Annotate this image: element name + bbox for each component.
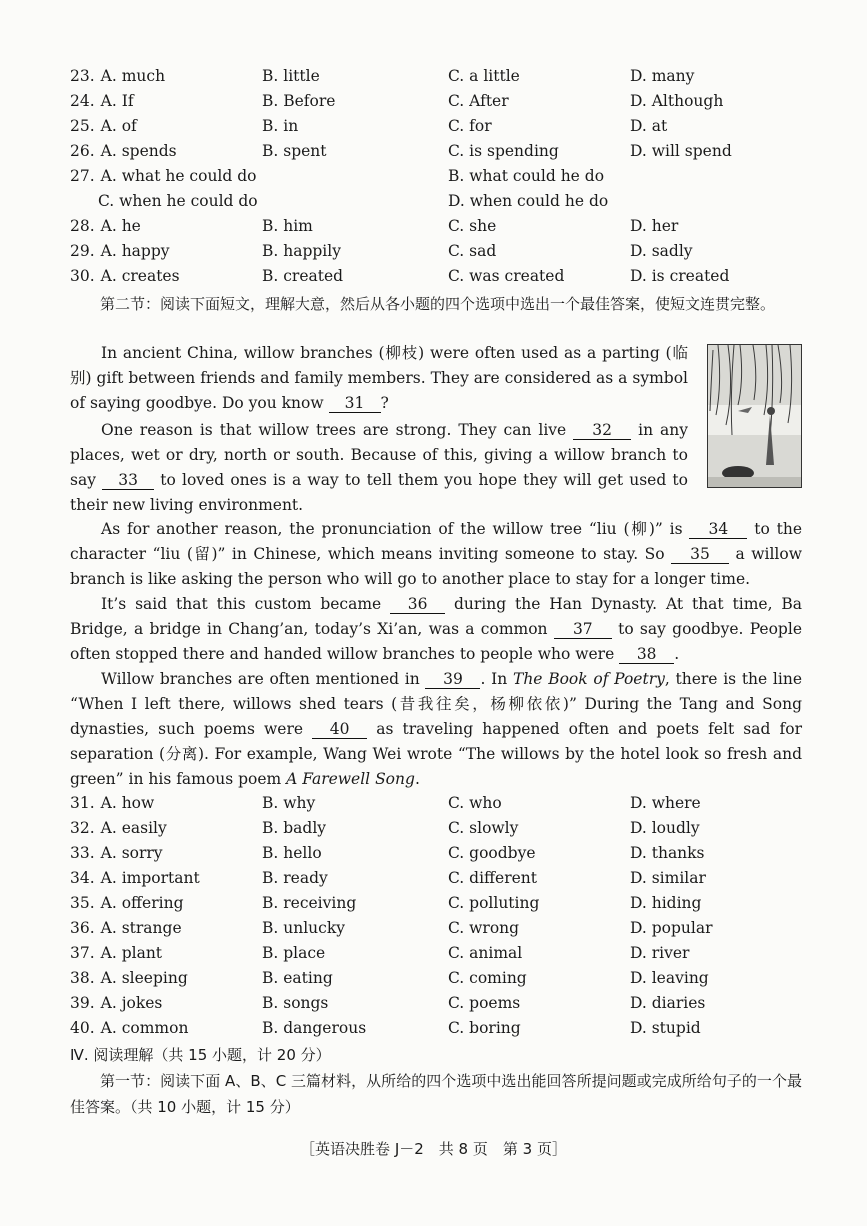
option-b: B. why (262, 794, 316, 812)
option-b: B. spent (262, 142, 327, 160)
blank-38: 38 (619, 645, 674, 664)
option-row (70, 866, 810, 891)
blank-34: 34 (689, 520, 747, 539)
question-number: 35. (70, 894, 95, 912)
p3-text-b: to the character “liu (留)” in Chinese, which means inviting someone to stay. So (70, 520, 803, 563)
p1-text-b: ? (380, 394, 389, 412)
question-number: 23. (70, 67, 95, 85)
blank-39: 39 (425, 670, 480, 689)
section4-heading: Ⅳ. 阅读理解（共 15 小题，计 20 分） (70, 1046, 331, 1064)
option-b: B. little (262, 67, 320, 85)
option-a-text: A. of (100, 117, 137, 135)
question-number: 38. (70, 969, 95, 987)
option-a-text: A. creates (100, 267, 180, 285)
option-c: C. who (448, 794, 502, 812)
question-number: 39. (70, 994, 95, 1012)
option-d: D. will spend (630, 142, 732, 160)
option-b: B. Before (262, 92, 336, 110)
option-a (70, 941, 162, 966)
p2-text-c: to loved ones is a way to tell them you hope they will get used to their new living environment. (70, 471, 688, 514)
option-c: C. sad (448, 242, 497, 260)
option-row (70, 139, 810, 164)
p2-text-a: One reason is that willow trees are strong. They can live (101, 421, 567, 439)
option-d: D. diaries (630, 994, 706, 1012)
option-d: D. hiding (630, 894, 702, 912)
option-a-text: A. what he could do (100, 167, 257, 185)
passage-paragraph-2 (70, 418, 688, 518)
blank-31: 31 (329, 394, 381, 413)
option-d: D. river (630, 944, 690, 962)
option-a-text: A. happy (100, 242, 170, 260)
option-d: D. loudly (630, 819, 700, 837)
option-c: C. polluting (448, 894, 540, 912)
option-row (70, 264, 810, 289)
option-a-text: A. easily (100, 819, 167, 837)
option-d: D. where (630, 794, 701, 812)
option-row (70, 816, 810, 841)
option-row (70, 164, 810, 189)
option-a (70, 214, 141, 239)
option-row (70, 941, 810, 966)
option-c: C. she (448, 217, 497, 235)
p5-text-c: , there is the line “When I left there, willows shed tears (昔我往矣，杨柳依依)” During the Tang and Song dynasties, such poems were (70, 670, 803, 738)
option-d: D. popular (630, 919, 713, 937)
p5-text-d: as traveling happened often and poets felt sad for separation (分离). For example, Wang Wei wrote “The willows by the hotel look so fresh and green” in his famous poem (70, 720, 802, 788)
question-number: 32. (70, 819, 95, 837)
question-number: 27. (70, 167, 95, 185)
option-d: D. many (630, 67, 695, 85)
option-c: C. coming (448, 969, 527, 987)
p5-text-b: . In (480, 670, 508, 688)
option-row (70, 966, 810, 991)
option-c: C. goodbye (448, 844, 536, 862)
option-a-text: A. sleeping (100, 969, 188, 987)
question-number: 36. (70, 919, 95, 937)
option-row (70, 916, 810, 941)
options-23-30 (70, 64, 810, 289)
option-a-text: A. sorry (100, 844, 163, 862)
option-b: B. receiving (262, 894, 357, 912)
option-a (70, 891, 184, 916)
p2-text-b: in any places, wet or dry, north or south. Because of this, giving a willow branch to say (70, 421, 688, 489)
option-a (70, 991, 162, 1016)
option-b: B. created (262, 267, 344, 285)
option-c: C. slowly (448, 819, 519, 837)
question-number: 26. (70, 142, 95, 160)
p4-text-d: . (674, 645, 680, 663)
option-a (70, 89, 134, 114)
option-a (70, 264, 180, 289)
question-number: 40. (70, 1019, 95, 1037)
passage-paragraph-1 (70, 341, 688, 416)
poem-title: A Farewell Song (286, 770, 415, 788)
option-a (70, 64, 165, 89)
passage-paragraph-4 (70, 592, 802, 667)
passage-paragraph-5 (70, 667, 802, 792)
option-row (70, 891, 810, 916)
option-d: D. leaving (630, 969, 709, 987)
question-number: 30. (70, 267, 95, 285)
option-c: C. was created (448, 267, 565, 285)
option-a (70, 164, 257, 189)
option-b: B. unlucky (262, 919, 345, 937)
p5-text-e: . (414, 770, 420, 788)
option-continuation: C. when he could do (98, 192, 258, 210)
option-d: D. stupid (630, 1019, 701, 1037)
option-d: D. similar (630, 869, 706, 887)
p4-text-b: during the Han Dynasty. At that time, Ba Bridge, a bridge in Chang’an, today’s Xi’an, was a common (70, 595, 802, 638)
option-a-text: A. he (100, 217, 141, 235)
option-d: D. is created (630, 267, 730, 285)
option-a (70, 866, 200, 891)
p5-text-a: Willow branches are often mentioned in (101, 670, 420, 688)
option-row (70, 991, 810, 1016)
option-a-text: A. jokes (100, 994, 163, 1012)
option-a (70, 139, 177, 164)
option-b: B. ready (262, 869, 328, 887)
option-c: C. different (448, 869, 538, 887)
option-a-text: A. much (100, 67, 166, 85)
blank-40: 40 (312, 720, 367, 739)
option-row (70, 239, 810, 264)
option-a-text: A. spends (100, 142, 177, 160)
question-number: 24. (70, 92, 95, 110)
option-row (70, 189, 810, 214)
question-number: 28. (70, 217, 95, 235)
p3-text-a: As for another reason, the pronunciation of the willow tree “liu (柳)” is (101, 520, 683, 538)
option-row (70, 214, 810, 239)
option-row (70, 89, 810, 114)
option-d: D. Although (630, 92, 724, 110)
blank-37: 37 (554, 620, 612, 639)
option-b: B. hello (262, 844, 322, 862)
p4-text-a: It’s said that this custom became (101, 595, 382, 613)
option-a (70, 239, 170, 264)
option-a-text: A. common (100, 1019, 189, 1037)
p1-text-a: In ancient China, willow branches (柳枝) were often used as a parting (临别) gift between friends and family members. They are considered as a symbol of saying goodbye. Do you know (70, 344, 688, 412)
option-a-text: A. If (100, 92, 134, 110)
question-number: 33. (70, 844, 95, 862)
option-b: B. place (262, 944, 326, 962)
option-a-text: A. offering (100, 894, 184, 912)
option-c: C. boring (448, 1019, 521, 1037)
option-b: B. happily (262, 242, 341, 260)
option-a (70, 1016, 188, 1041)
option-b: B. badly (262, 819, 327, 837)
option-a (70, 841, 163, 866)
option-d: D. thanks (630, 844, 705, 862)
option-a (70, 816, 167, 841)
option-b: B. him (262, 217, 313, 235)
passage-paragraph-3 (70, 517, 802, 592)
book-title: The Book of Poetry (512, 670, 665, 688)
option-row (70, 64, 810, 89)
option-row (70, 1016, 810, 1041)
option-c: C. animal (448, 944, 523, 962)
option-b: B. eating (262, 969, 333, 987)
question-number: 29. (70, 242, 95, 260)
option-c: C. is spending (448, 142, 559, 160)
blank-32: 32 (573, 421, 631, 440)
option-d: D. at (630, 117, 668, 135)
option-a-text: A. plant (100, 944, 163, 962)
option-c: C. poems (448, 994, 521, 1012)
option-c: C. After (448, 92, 509, 110)
section4-instruction: 第一节：阅读下面 A、B、C 三篇材料，从所给的四个选项中选出能回答所提问题或完成所给句子的一个最佳答案。（共 10 小题，计 15 分） (70, 1072, 802, 1116)
p3-text-c: a willow branch is like asking the person who will go to another place to stay for a longer time. (70, 545, 802, 588)
option-a (70, 114, 137, 139)
question-number: 37. (70, 944, 95, 962)
question-number: 31. (70, 794, 95, 812)
option-b: B. dangerous (262, 1019, 367, 1037)
option-a-text: A. how (100, 794, 155, 812)
option-a-text: A. important (100, 869, 200, 887)
option-c: C. a little (448, 67, 520, 85)
option-a-text: A. strange (100, 919, 182, 937)
option-a (70, 791, 154, 816)
option-row (70, 841, 810, 866)
willow-drawing-icon (708, 345, 801, 487)
option-d: D. sadly (630, 242, 693, 260)
page-footer: ［英语决胜卷 J－2 共 8 页 第 3 页］ (300, 1140, 567, 1158)
option-c: C. for (448, 117, 492, 135)
option-c: C. wrong (448, 919, 520, 937)
question-number: 25. (70, 117, 95, 135)
question-number: 34. (70, 869, 95, 887)
option-c: B. what could he do (448, 167, 605, 185)
option-row (70, 114, 810, 139)
blank-35: 35 (671, 545, 729, 564)
p4-text-c: to say goodbye. People often stopped there and handed willow branches to people who were (70, 620, 802, 663)
blank-33: 33 (102, 471, 154, 490)
option-row (70, 791, 810, 816)
option-b: B. in (262, 117, 299, 135)
option-a (70, 966, 188, 991)
option-c: D. when could he do (448, 192, 609, 210)
option-d: D. her (630, 217, 679, 235)
options-31-40 (70, 791, 810, 1041)
option-b: B. songs (262, 994, 329, 1012)
willow-illustration (707, 344, 802, 488)
section2-instruction: 第二节：阅读下面短文，理解大意，然后从各小题的四个选项中选出一个最佳答案，使短文连贯完整。 (100, 295, 776, 313)
blank-36: 36 (390, 595, 445, 614)
option-a (70, 916, 182, 941)
